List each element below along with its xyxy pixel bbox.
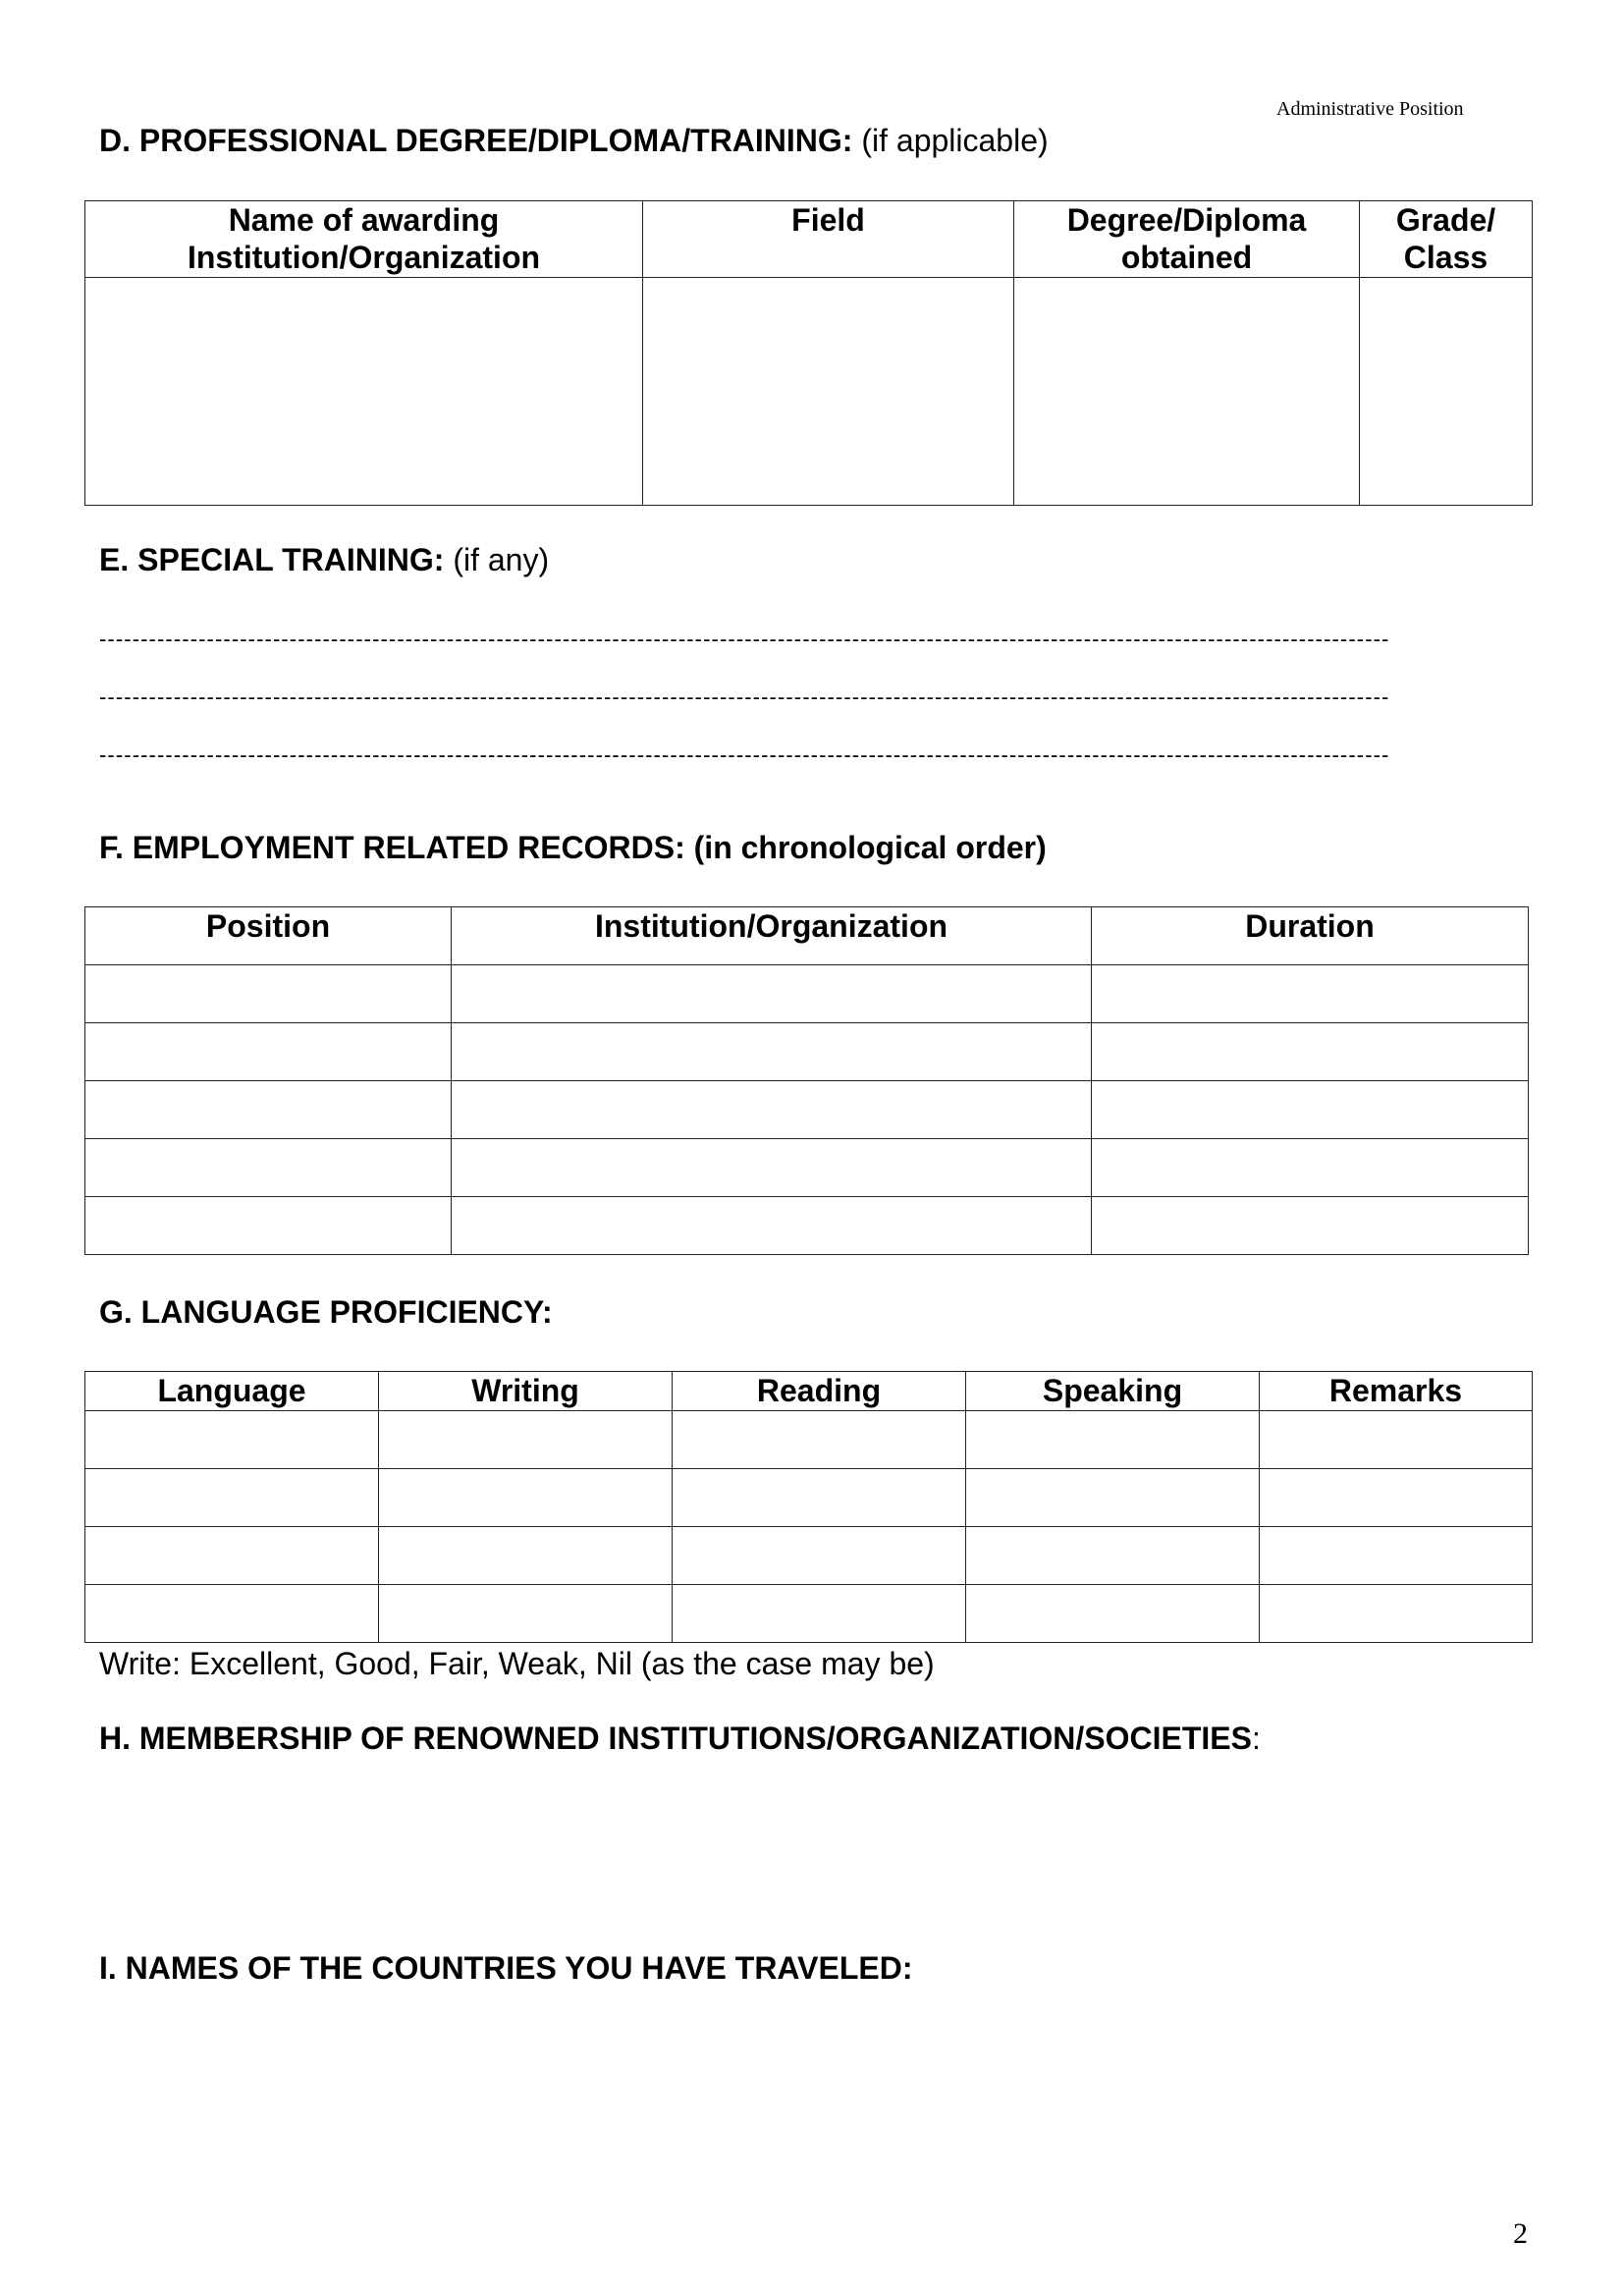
language-cell[interactable] bbox=[1260, 1585, 1533, 1643]
employment-cell[interactable] bbox=[85, 965, 452, 1023]
language-col-reading: Reading bbox=[673, 1372, 966, 1411]
section-h-title: H. MEMBERSHIP OF RENOWNED INSTITUTIONS/ORGANIZATION/SOCIETIES bbox=[99, 1721, 1252, 1756]
language-col-speaking: Speaking bbox=[966, 1372, 1260, 1411]
language-cell[interactable] bbox=[673, 1469, 966, 1527]
section-g-title: G. LANGUAGE PROFICIENCY: bbox=[99, 1294, 553, 1330]
section-d-title: D. PROFESSIONAL DEGREE/DIPLOMA/TRAINING: bbox=[99, 123, 853, 158]
section-e-heading bbox=[99, 542, 549, 578]
degree-cell[interactable] bbox=[1014, 278, 1360, 506]
language-cell[interactable] bbox=[673, 1585, 966, 1643]
employment-table bbox=[84, 906, 1529, 1255]
language-cell[interactable] bbox=[1260, 1527, 1533, 1585]
employment-col-position: Position bbox=[85, 907, 452, 965]
training-line[interactable]: ------------------------------------------------------------------------------------------------------------------------------------------------------------ bbox=[99, 742, 1390, 767]
employment-cell[interactable] bbox=[85, 1023, 452, 1081]
section-d-note: (if applicable) bbox=[861, 123, 1049, 158]
employment-cell[interactable] bbox=[1092, 1139, 1529, 1197]
section-e-title: E. SPECIAL TRAINING: bbox=[99, 542, 445, 577]
degree-table bbox=[84, 200, 1533, 506]
language-cell[interactable] bbox=[966, 1469, 1260, 1527]
language-cell[interactable] bbox=[85, 1411, 379, 1469]
language-instruction: Write: Excellent, Good, Fair, Weak, Nil (as the case may be) bbox=[99, 1646, 935, 1681]
language-cell[interactable] bbox=[966, 1585, 1260, 1643]
employment-col-institution: Institution/Organization bbox=[452, 907, 1092, 965]
employment-cell[interactable] bbox=[85, 1139, 452, 1197]
language-col-remarks: Remarks bbox=[1260, 1372, 1533, 1411]
employment-cell[interactable] bbox=[1092, 1023, 1529, 1081]
employment-cell[interactable] bbox=[85, 1081, 452, 1139]
section-i-title: I. NAMES OF THE COUNTRIES YOU HAVE TRAVELED: bbox=[99, 1950, 913, 1986]
language-col-writing: Writing bbox=[379, 1372, 673, 1411]
language-cell[interactable] bbox=[379, 1585, 673, 1643]
degree-col-field: Field bbox=[643, 201, 1014, 278]
section-e-note: (if any) bbox=[453, 542, 550, 577]
employment-cell[interactable] bbox=[452, 1139, 1092, 1197]
language-cell[interactable] bbox=[1260, 1469, 1533, 1527]
language-cell[interactable] bbox=[673, 1411, 966, 1469]
employment-cell[interactable] bbox=[1092, 1197, 1529, 1255]
language-cell[interactable] bbox=[673, 1527, 966, 1585]
language-cell[interactable] bbox=[379, 1411, 673, 1469]
employment-cell[interactable] bbox=[452, 1023, 1092, 1081]
language-cell[interactable] bbox=[85, 1585, 379, 1643]
employment-cell[interactable] bbox=[452, 1081, 1092, 1139]
employment-cell[interactable] bbox=[452, 1197, 1092, 1255]
page-number: 2 bbox=[1513, 2217, 1528, 2250]
language-cell[interactable] bbox=[966, 1527, 1260, 1585]
language-cell[interactable] bbox=[1260, 1411, 1533, 1469]
language-cell[interactable] bbox=[966, 1411, 1260, 1469]
employment-cell[interactable] bbox=[85, 1197, 452, 1255]
section-i-heading bbox=[99, 1950, 913, 1987]
language-cell[interactable] bbox=[85, 1469, 379, 1527]
training-line[interactable]: ------------------------------------------------------------------------------------------------------------------------------------------------------------ bbox=[99, 627, 1390, 651]
degree-col-degree: Degree/Diploma obtained bbox=[1014, 201, 1360, 278]
section-g-heading bbox=[99, 1294, 553, 1331]
employment-cell[interactable] bbox=[452, 965, 1092, 1023]
degree-col-institution: Name of awarding Institution/Organization bbox=[85, 201, 643, 278]
section-h-suffix: : bbox=[1251, 1721, 1261, 1756]
language-cell[interactable] bbox=[85, 1527, 379, 1585]
degree-cell[interactable] bbox=[85, 278, 643, 506]
language-table bbox=[84, 1371, 1533, 1643]
section-h-heading bbox=[99, 1721, 1261, 1757]
language-cell[interactable] bbox=[379, 1527, 673, 1585]
section-d-heading bbox=[99, 123, 1049, 159]
degree-col-grade: Grade/ Class bbox=[1360, 201, 1533, 278]
employment-cell[interactable] bbox=[1092, 965, 1529, 1023]
language-col-language: Language bbox=[85, 1372, 379, 1411]
employment-col-duration: Duration bbox=[1092, 907, 1529, 965]
language-cell[interactable] bbox=[379, 1469, 673, 1527]
degree-cell[interactable] bbox=[643, 278, 1014, 506]
section-f-title: F. EMPLOYMENT RELATED RECORDS: (in chronological order) bbox=[99, 830, 1047, 865]
training-line[interactable]: ------------------------------------------------------------------------------------------------------------------------------------------------------------ bbox=[99, 684, 1390, 709]
employment-cell[interactable] bbox=[1092, 1081, 1529, 1139]
section-f-heading bbox=[99, 830, 1047, 866]
header-note: Administrative Position bbox=[1276, 98, 1464, 120]
degree-cell[interactable] bbox=[1360, 278, 1533, 506]
